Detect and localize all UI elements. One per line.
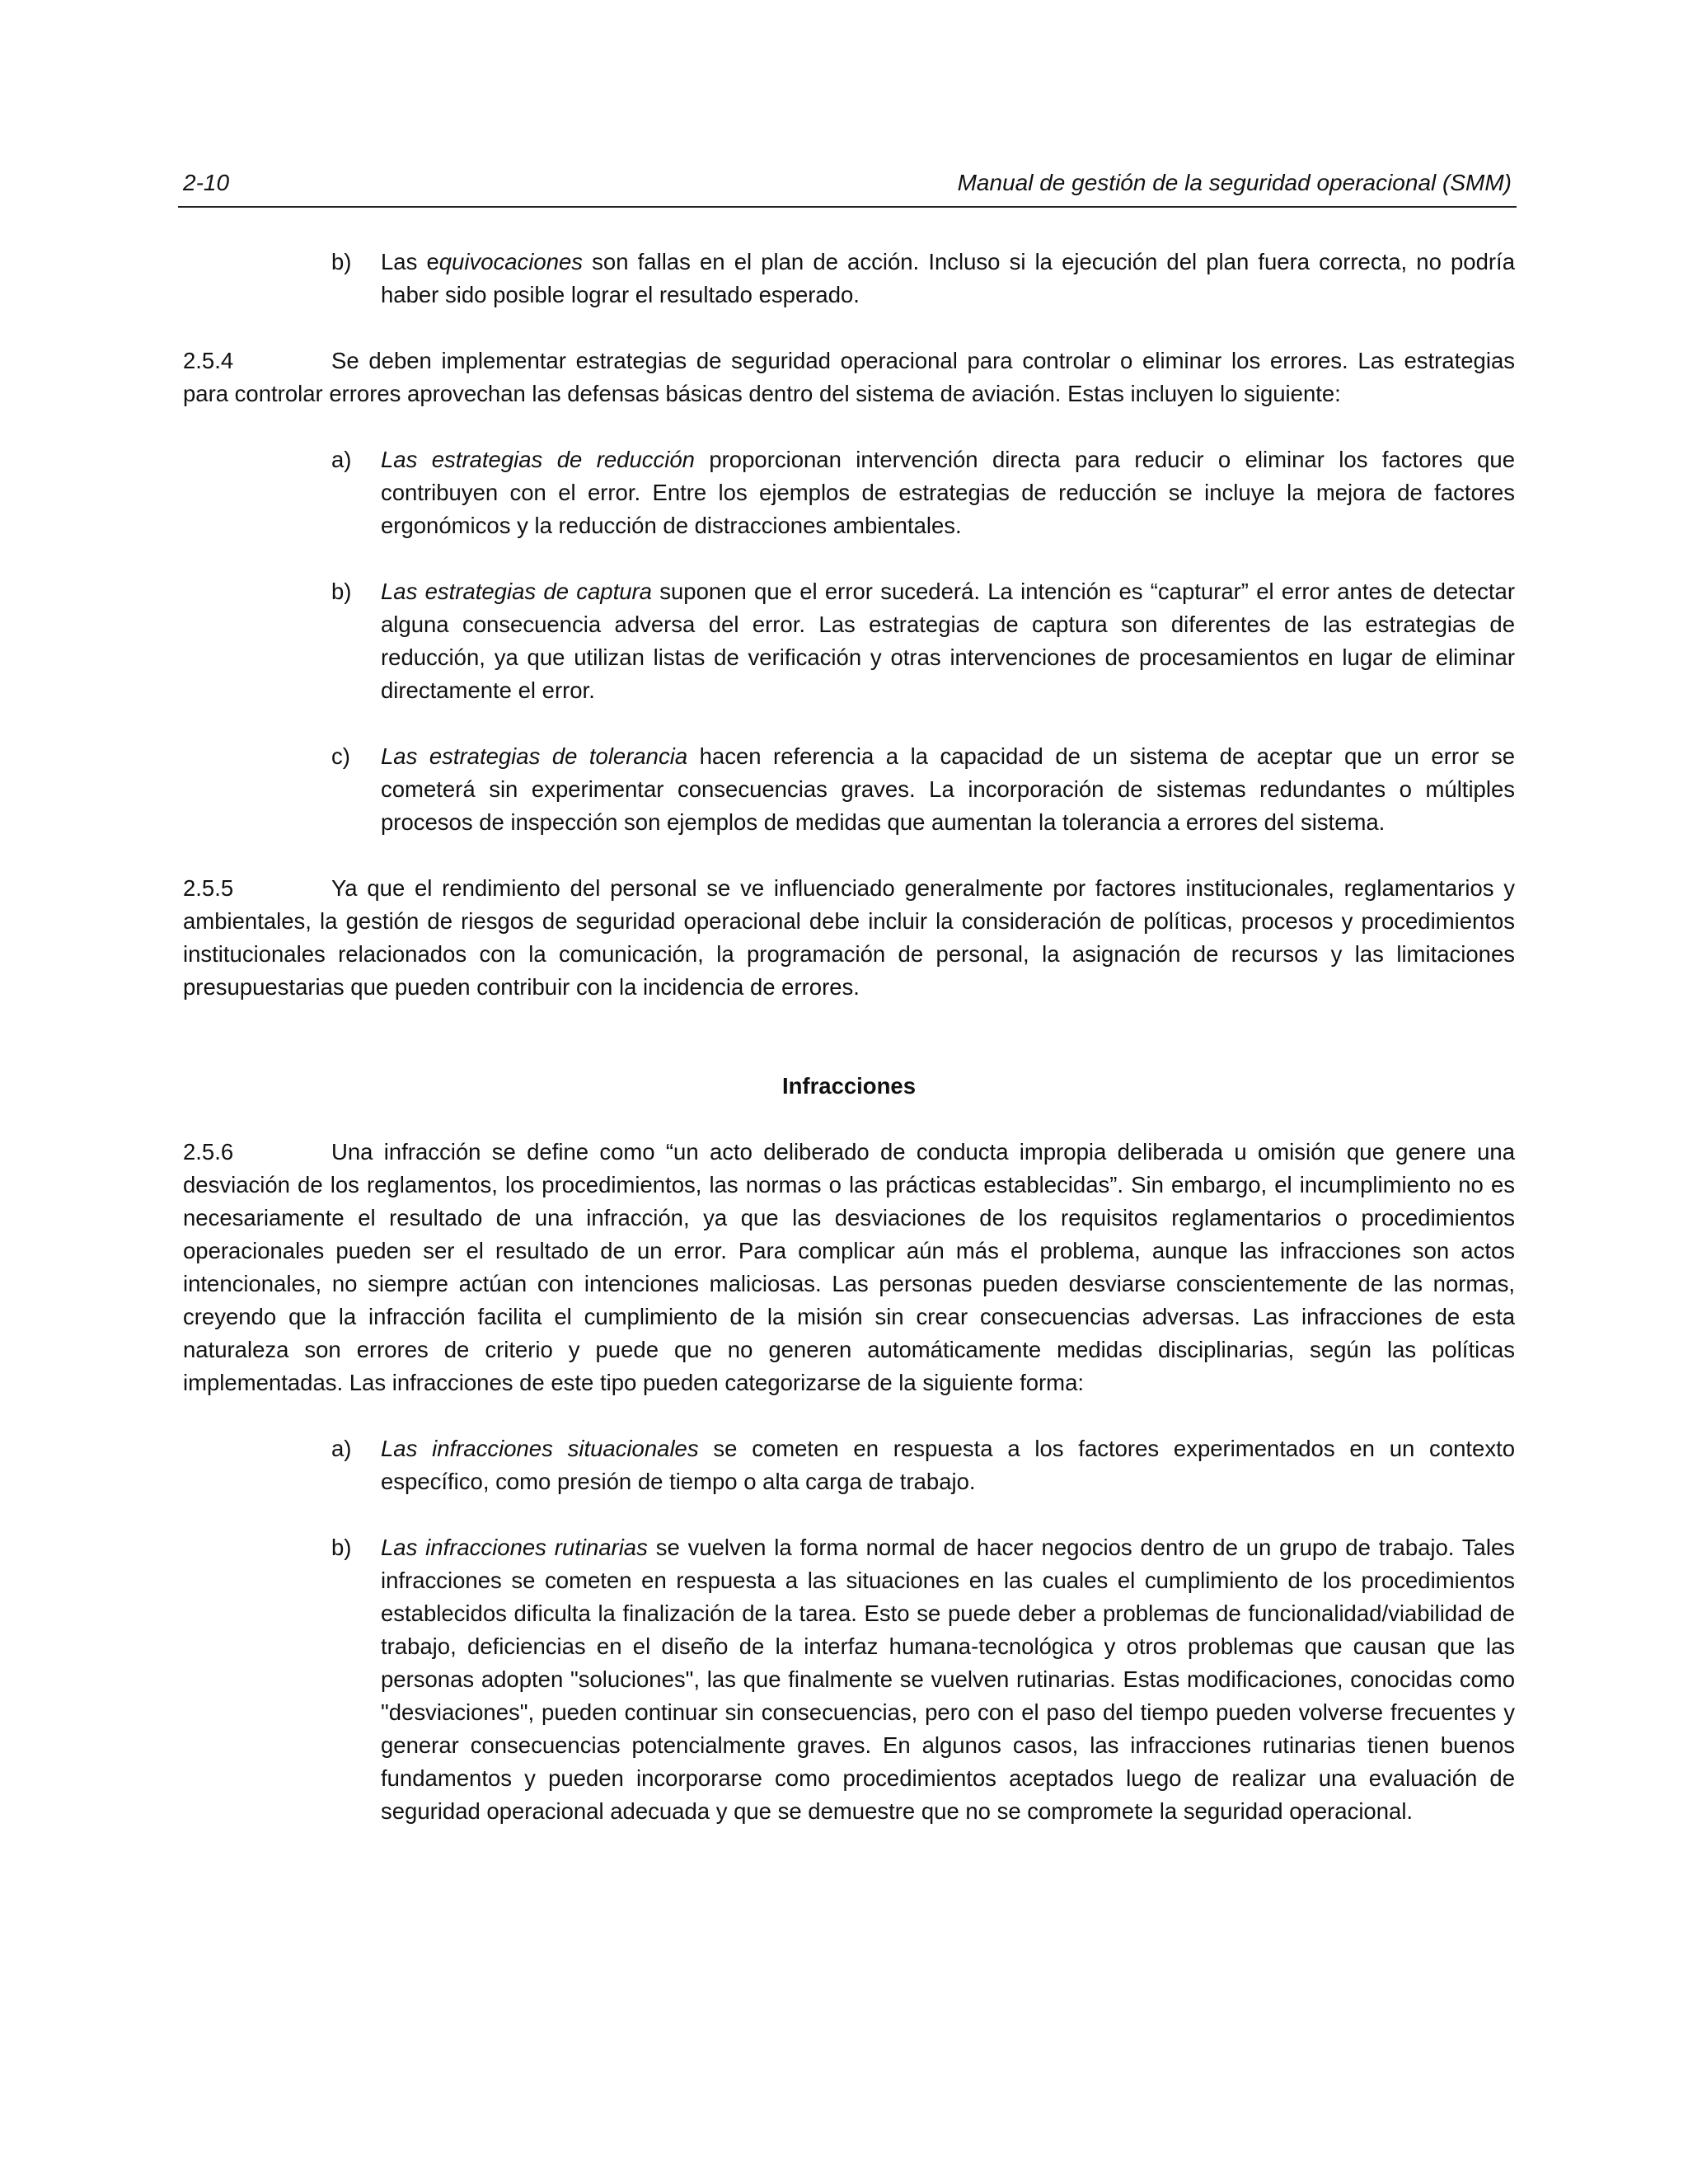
document-title: Manual de gestión de la seguridad operacional (SMM) <box>957 170 1512 195</box>
paragraph-text: Se deben implementar estrategias de seguridad operacional para controlar o eliminar los errores. Las estrategias para controlar errores aprovechan las defensas básicas dentro del sistema de aviación. Estas incluyen lo siguiente: <box>183 348 1515 406</box>
list-item-term: Las estrategias de reducción <box>381 447 695 472</box>
list-item-rutinarias <box>183 1531 1515 1828</box>
list-item-reduccion <box>183 443 1515 542</box>
section-heading: Infracciones <box>781 1073 916 1099</box>
list-item-situacionales <box>183 1432 1515 1498</box>
list-item-lead: Las e <box>381 249 439 274</box>
page-header <box>178 163 1517 208</box>
paragraph-number: 2.5.4 <box>183 348 234 373</box>
list-item-text: se vuelven la forma normal de hacer negocios dentro de un grupo de trabajo. Tales infracciones se cometen en respuesta a las situaciones en las cuales el cumplimiento de los procedimientos establecidos dificulta la finalización de la tarea. Esto se puede deber a problemas de funcionalidad/viabilidad de trabajo, deficiencias en el diseño de la interfaz humana-tecnológica y otros problemas que causan que las personas adopten "soluciones", las que finalmente se vuelven rutinarias. Estas modificaciones, conocidas como "desviaciones", pueden continuar sin consecuencias, pero con el paso del tiempo pueden volverse frecuentes y generar consecuencias potencialmente graves. En algunos casos, las infracciones rutinarias tienen buenos fundamentos y pueden incorporarse como procedimientos aceptados luego de realizar una evaluación de seguridad operacional adecuada y que se demuestre que no se compromete la seguridad operacional. <box>381 1535 1515 1824</box>
paragraph-number: 2.5.6 <box>183 1139 234 1165</box>
paragraph-number: 2.5.5 <box>183 875 234 901</box>
paragraph-2-5-4 <box>183 344 1515 410</box>
list-item-text: hacen referencia a la capacidad de un sistema de aceptar que un error se cometerá sin experimentar consecuencias graves. La incorporación de sistemas redundantes o múltiples procesos de inspección son ejemplos de medidas que aumentan la tolerancia a errores del sistema. <box>381 743 1515 835</box>
list-item-label: b) <box>331 1535 352 1560</box>
list-item-text: son fallas en el plan de acción. Incluso si la ejecución del plan fuera correcta, no podría haber sido posible lograr el resultado esperado. <box>381 249 1515 307</box>
paragraph-2-5-6 <box>183 1136 1515 1399</box>
page-number: 2-10 <box>183 170 230 195</box>
paragraph-text: Una infracción se define como “un acto deliberado de conducta impropia deliberada u omisión que genere una desviación de los reglamentos, los procedimientos, las normas o las prácticas establecidas”. Sin embargo, el incumplimiento no es necesariamente el resultado de una infracción, ya que las desviaciones de los requisitos reglamentarios o procedimientos operacionales pueden ser el resultado de un error. Para complicar aún más el problema, aunque las infracciones son actos intencionales, no siempre actúan con intenciones maliciosas. Las personas pueden desviarse conscientemente de las normas, creyendo que la infracción facilita el cumplimiento de la misión sin crear consecuencias adversas. Las infracciones de esta naturaleza son errores de criterio y puede que no generen automáticamente medidas disciplinarias, según las políticas implementadas. Las infracciones de este tipo pueden categorizarse de la siguiente forma: <box>183 1139 1515 1395</box>
list-item-term: Las estrategias de tolerancia <box>381 743 688 769</box>
list-item-term: Las infracciones situacionales <box>381 1436 699 1461</box>
list-item-label: c) <box>331 743 350 769</box>
list-item-text: suponen que el error sucederá. La intención es “capturar” el error antes de detectar alguna consecuencia adversa del error. Las estrategias de captura son diferentes de las estrategias de reducción, ya que utilizan listas de verificación y otras intervenciones de procesamientos en lugar de eliminar directamente el error. <box>381 579 1515 703</box>
page-body <box>183 246 1515 1861</box>
list-item-term: Las infracciones rutinarias <box>381 1535 648 1560</box>
list-item-label: b) <box>331 249 352 274</box>
list-item-equivocaciones <box>183 246 1515 312</box>
list-item-tolerancia <box>183 740 1515 839</box>
list-item-label: a) <box>331 1436 352 1461</box>
list-item-term: Las estrategias de captura <box>381 579 652 604</box>
list-item-term: quivocaciones <box>438 249 584 274</box>
list-item-text: se cometen en respuesta a los factores experimentados en un contexto específico, como presión de tiempo o alta carga de trabajo. <box>381 1436 1516 1494</box>
list-item-label: a) <box>331 447 352 472</box>
list-item-text: proporcionan intervención directa para reducir o eliminar los factores que contribuyen con el error. Entre los ejemplos de estrategias de reducción se incluye la mejora de factores ergonómicos y la reducción de distracciones ambientales. <box>381 447 1515 538</box>
paragraph-2-5-5 <box>183 872 1515 1004</box>
list-item-captura <box>183 575 1515 707</box>
list-item-label: b) <box>331 579 352 604</box>
paragraph-text: Ya que el rendimiento del personal se ve influenciado generalmente por factores institucionales, reglamentarios y ambientales, la gestión de riesgos de seguridad operacional debe incluir la consideración de políticas, procesos y procedimientos institucionales relacionados con la comunicación, la programación de personal, la asignación de recursos y las limitaciones presupuestarias que pueden contribuir con la incidencia de errores. <box>183 875 1515 1000</box>
